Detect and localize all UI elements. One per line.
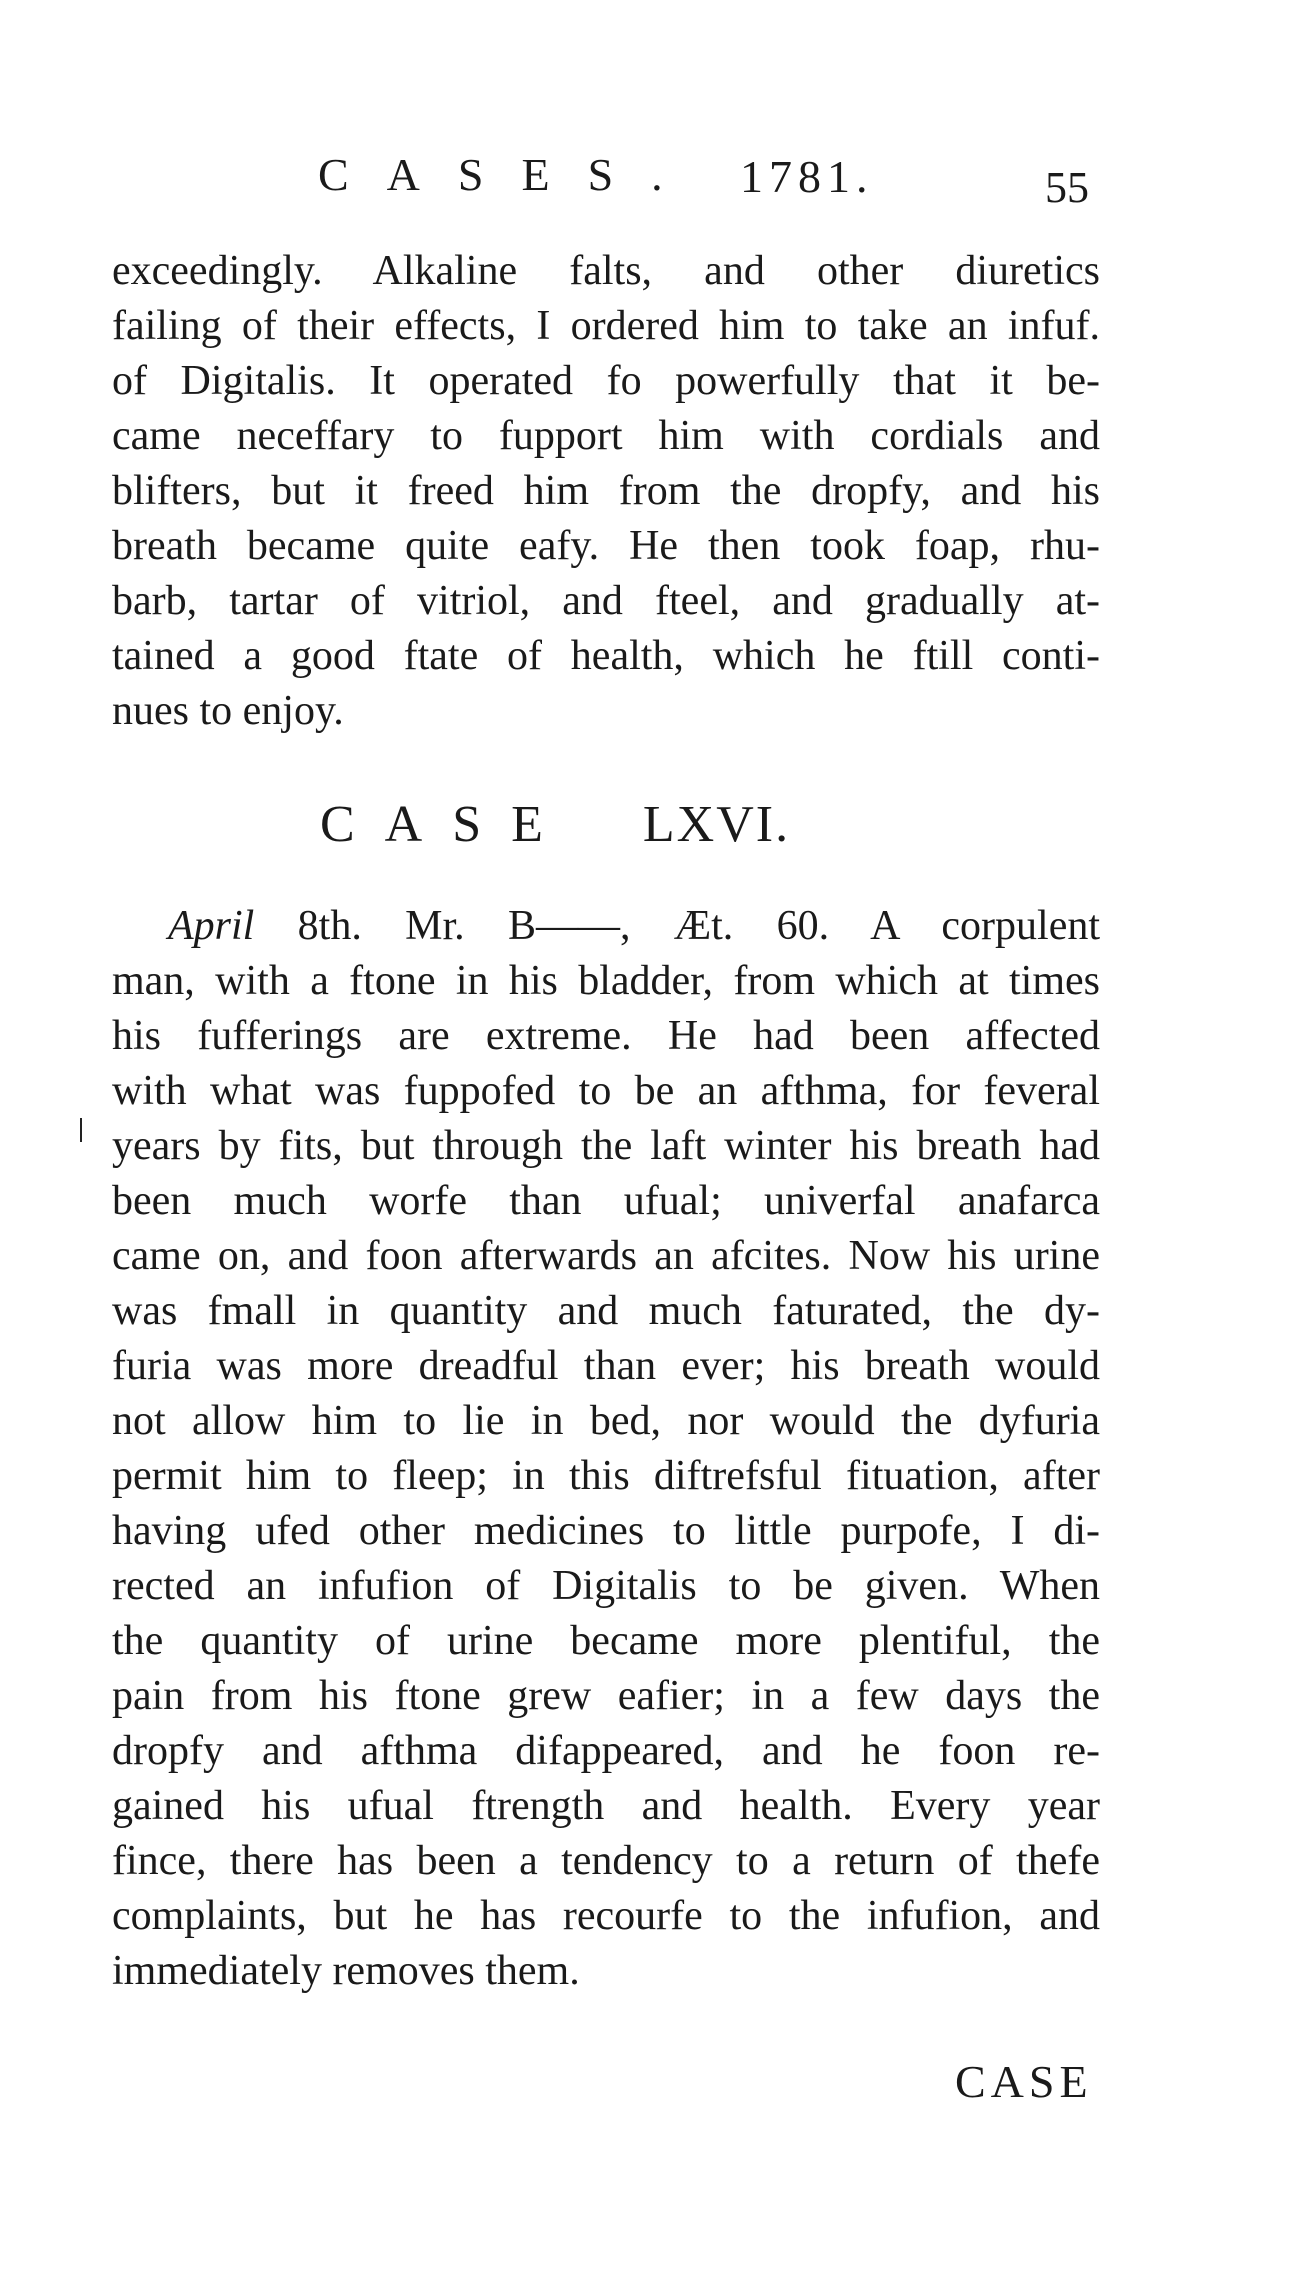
text-line: dropfy and afthma difappeared, and he foon re-	[112, 1728, 1100, 1774]
text-line: pain from his ftone grew eafier; in a few days the	[112, 1673, 1100, 1719]
text-line: was fmall in quantity and much faturated, the dy-	[112, 1288, 1100, 1334]
text-line: permit him to fleep; in this diftrefsful fituation, after	[112, 1453, 1100, 1499]
text-line: exceedingly. Alkaline falts, and other diuretics	[112, 248, 1100, 294]
text-line: been much worfe than ufual; univerfal anafarca	[112, 1178, 1100, 1224]
text-line: nues to enjoy.	[112, 688, 344, 734]
first-line-rest: 8th. Mr. B——, Æt. 60. A corpulent	[297, 903, 1101, 949]
margin-mark	[80, 1118, 82, 1142]
text-line: tained a good ftate of health, which he ftill conti-	[112, 633, 1100, 679]
running-title: CASES.	[318, 149, 701, 200]
catchword: CASE	[955, 2056, 1093, 2107]
text-line: fince, there has been a tendency to a return of thefe	[112, 1838, 1100, 1884]
text-line: gained his ufual ftrength and health. Every year	[112, 1783, 1100, 1829]
text-line: furia was more dreadful than ever; his breath would	[112, 1343, 1100, 1389]
case-heading	[320, 795, 790, 854]
text-line: failing of their effects, I ordered him to take an infuf.	[112, 303, 1100, 349]
text-line: blifters, but it freed him from the dropfy, and his	[112, 468, 1100, 514]
case-heading-word: CASE	[320, 796, 573, 853]
case-heading-number: LXVI.	[642, 796, 791, 853]
page-number: 55	[1045, 163, 1089, 212]
case-first-line	[168, 898, 1100, 954]
date-month: April	[168, 903, 255, 949]
text-line: his fufferings are extreme. He had been affected	[112, 1013, 1100, 1059]
text-line: came on, and foon afterwards an afcites. Now his urine	[112, 1233, 1100, 1279]
text-line: man, with a ftone in his bladder, from which at times	[112, 958, 1100, 1004]
text-line: of Digitalis. It operated fo powerfully that it be-	[112, 358, 1100, 404]
text-line: breath became quite eafy. He then took foap, rhu-	[112, 523, 1100, 569]
text-line: having ufed other medicines to little purpofe, I di-	[112, 1508, 1100, 1554]
running-year: 1781.	[740, 151, 874, 202]
text-line: rected an infufion of Digitalis to be given. When	[112, 1563, 1100, 1609]
text-line: years by fits, but through the laft winter his breath had	[112, 1123, 1100, 1169]
text-line: complaints, but he has recourfe to the infufion, and	[112, 1893, 1100, 1939]
text-line: came neceffary to fupport him with cordials and	[112, 413, 1100, 459]
text-line: with what was fuppofed to be an afthma, for feveral	[112, 1068, 1100, 1114]
text-line: barb, tartar of vitriol, and fteel, and gradually at-	[112, 578, 1100, 624]
text-line: immediately removes them.	[112, 1948, 580, 1994]
text-line: the quantity of urine became more plentiful, the	[112, 1618, 1100, 1664]
text-line: not allow him to lie in bed, nor would the dyfuria	[112, 1398, 1100, 1444]
